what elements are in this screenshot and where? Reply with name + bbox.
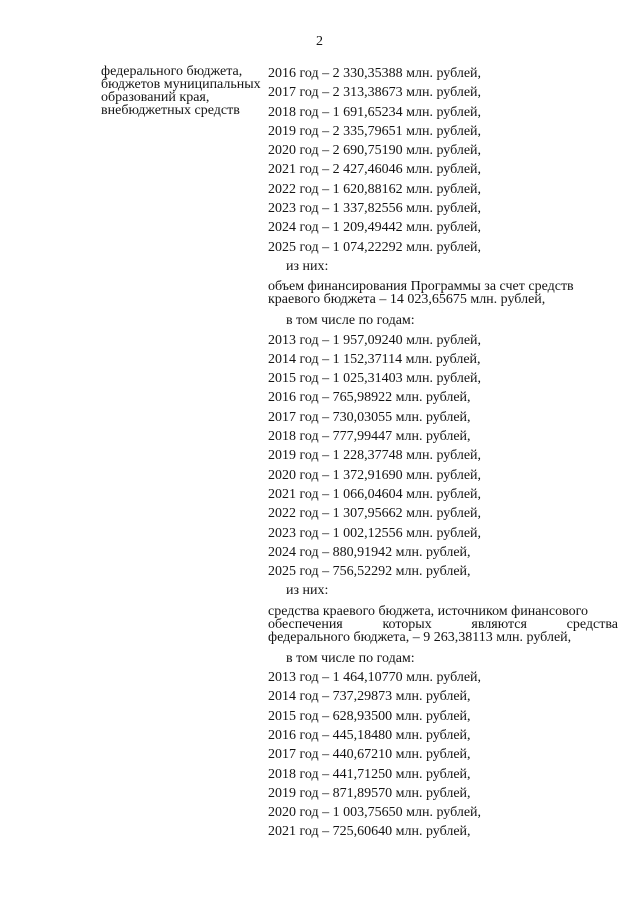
- year-line: 2020 год – 2 690,75190 млн. рублей,: [268, 143, 482, 159]
- year-line: 2018 год – 441,71250 млн. рублей,: [268, 766, 471, 782]
- regional-funding-paragraph: [268, 280, 628, 306]
- year-line: 2020 год – 1 372,91690 млн. рублей,: [268, 467, 482, 483]
- federal-source-paragraph: [268, 605, 618, 644]
- year-line: 2019 год – 1 228,37748 млн. рублей,: [268, 448, 482, 464]
- federal-source-word: обеспечения: [268, 616, 343, 632]
- federal-source-word: которых: [382, 616, 432, 632]
- federal-source-line: федерального бюджета, – 9 263,38113 млн. рублей,: [268, 629, 572, 645]
- year-line: 2020 год – 1 003,75650 млн. рублей,: [268, 805, 482, 821]
- year-line: 2021 год – 1 066,04604 млн. рублей,: [268, 486, 482, 502]
- year-list-federal: [268, 668, 628, 842]
- year-line: 2018 год – 777,99447 млн. рублей,: [268, 429, 471, 445]
- federal-source-word: средства: [566, 616, 618, 632]
- funding-details: [268, 64, 628, 842]
- of-which-label: из них:: [286, 258, 329, 274]
- year-line: 2025 год – 756,52292 млн. рублей,: [268, 564, 471, 580]
- federal-source-line: средства краевого бюджета, источником финансового: [268, 603, 589, 619]
- year-line: 2018 год – 1 691,65234 млн. рублей,: [268, 104, 482, 120]
- year-line: 2013 год – 1 957,09240 млн. рублей,: [268, 332, 482, 348]
- year-line: 2023 год – 1 337,82556 млн. рублей,: [268, 201, 482, 217]
- year-line: 2013 год – 1 464,10770 млн. рублей,: [268, 670, 482, 686]
- year-line: 2025 год – 1 074,22292 млн. рублей,: [268, 239, 482, 255]
- year-line: 2021 год – 725,60640 млн. рублей,: [268, 824, 471, 840]
- regional-funding-line: объем финансирования Программы за счет средств: [268, 279, 574, 295]
- year-line: 2015 год – 1 025,31403 млн. рублей,: [268, 371, 482, 387]
- federal-source-line: [268, 618, 618, 631]
- federal-source-word: являются: [471, 616, 527, 632]
- year-line: 2022 год – 1 620,88162 млн. рублей,: [268, 181, 482, 197]
- year-line: 2017 год – 440,67210 млн. рублей,: [268, 747, 471, 763]
- year-line: 2015 год – 628,93500 млн. рублей,: [268, 708, 471, 724]
- by-years-label: в том числе по годам:: [286, 650, 415, 666]
- year-line: 2022 год – 1 307,95662 млн. рублей,: [268, 506, 482, 522]
- of-which-label: из них:: [286, 583, 329, 599]
- year-line: 2024 год – 1 209,49442 млн. рублей,: [268, 220, 482, 236]
- year-line: 2014 год – 737,29873 млн. рублей,: [268, 689, 471, 705]
- year-line: 2016 год – 2 330,35388 млн. рублей,: [268, 66, 482, 81]
- year-line: 2016 год – 765,98922 млн. рублей,: [268, 390, 471, 406]
- year-line: 2014 год – 1 152,37114 млн. рублей,: [268, 351, 481, 367]
- year-line: 2017 год – 2 313,38673 млн. рублей,: [268, 85, 482, 101]
- year-line: 2016 год – 445,18480 млн. рублей,: [268, 727, 471, 743]
- year-line: 2023 год – 1 002,12556 млн. рублей,: [268, 525, 482, 541]
- year-line: 2024 год – 880,91942 млн. рублей,: [268, 544, 471, 560]
- year-line: 2021 год – 2 427,46046 млн. рублей,: [268, 162, 482, 178]
- year-line: 2019 год – 2 335,79651 млн. рублей,: [268, 123, 482, 139]
- year-list-regional: [268, 331, 628, 582]
- by-years-label: в том числе по годам:: [286, 313, 415, 329]
- page-number: 2: [316, 34, 323, 49]
- year-list-total: [268, 64, 628, 257]
- funding-source-label: федерального бюджета, бюджетов муниципальных образований края, внебюджетных средств: [101, 64, 261, 118]
- year-line: 2017 год – 730,03055 млн. рублей,: [268, 409, 471, 425]
- regional-funding-line: краевого бюджета – 14 023,65675 млн. рублей,: [268, 292, 546, 308]
- year-line: 2019 год – 871,89570 млн. рублей,: [268, 785, 471, 801]
